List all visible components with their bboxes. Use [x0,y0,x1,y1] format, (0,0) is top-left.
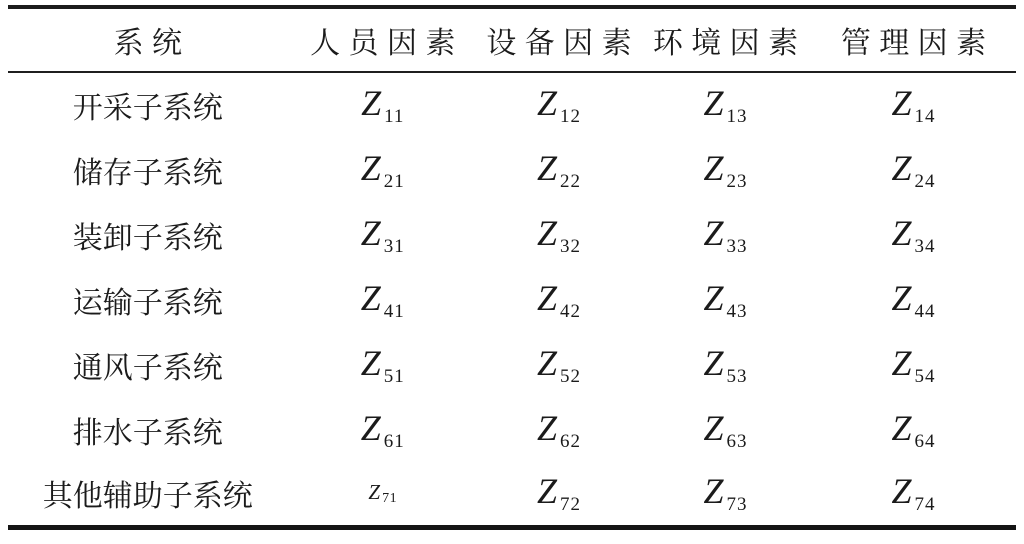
z-variable: Z [703,277,724,318]
matrix-cell [811,397,1016,462]
z-variable: Z [360,277,381,318]
z-subscript: 44 [914,300,936,322]
matrix-cell [811,137,1016,202]
column-header-environment-factor: 环境因素 [640,7,811,72]
z-subscript: 52 [560,365,581,387]
document-page [8,5,1016,530]
table-row-other-auxiliary [8,462,1016,527]
z-subscript: 31 [383,235,405,257]
z-subscript: 53 [726,365,748,387]
z-variable: Z [360,147,381,188]
z-subscript: 61 [383,430,405,452]
z-subscript: 64 [914,430,936,452]
matrix-cell [811,332,1016,397]
column-header-personnel-factor: 人员因素 [288,7,478,72]
z-variable: Z [360,407,381,448]
matrix-cell [478,462,640,527]
matrix-cell [288,397,478,462]
z-subscript: 72 [560,494,581,516]
z-variable: Z [703,212,724,253]
matrix-cell [640,137,811,202]
z-variable: Z [703,471,724,512]
z-subscript: 54 [914,365,936,387]
z-variable: Z [368,479,381,504]
z-subscript: 41 [383,300,405,322]
z-subscript: 22 [560,170,581,192]
matrix-cell [640,72,811,137]
table-row-ventilation [8,332,1016,397]
row-label: 通风子系统 [72,351,223,385]
matrix-cell [640,267,811,332]
matrix-cell [288,332,478,397]
table-row-storage [8,137,1016,202]
z-subscript: 12 [560,106,581,127]
z-variable: Z [361,83,382,123]
table-row-mining [8,72,1016,137]
matrix-cell [811,267,1016,332]
z-subscript: 33 [726,235,748,257]
z-subscript: 21 [383,170,405,192]
z-subscript: 34 [914,235,936,257]
z-subscript: 73 [726,494,748,516]
table-row-transport [8,267,1016,332]
matrix-cell [811,72,1016,137]
z-variable: Z [536,471,557,512]
z-variable: Z [703,147,724,188]
matrix-cell [640,332,811,397]
z-variable: Z [891,471,912,512]
row-label: 其他辅助子系统 [42,480,253,514]
matrix-cell [478,137,640,202]
z-variable: Z [360,342,381,383]
z-variable: Z [703,407,724,448]
table-row-drainage [8,397,1016,462]
z-subscript: 14 [914,106,936,127]
row-label: 储存子系统 [72,156,223,190]
z-variable: Z [891,212,912,253]
z-subscript: 43 [726,300,748,322]
table-header-row [8,7,1016,72]
matrix-cell [288,267,478,332]
matrix-cell [478,202,640,267]
row-label: 运输子系统 [72,286,223,320]
matrix-cell [288,72,478,137]
column-header-system: 系统 [8,7,288,72]
column-header-management-factor: 管理因素 [811,7,1016,72]
row-label: 开采子系统 [72,92,223,125]
z-variable: Z [536,277,557,318]
z-subscript: 51 [383,365,405,387]
matrix-cell [478,397,640,462]
z-variable: Z [536,212,557,253]
z-variable: Z [891,147,912,188]
matrix-cell [640,202,811,267]
z-variable: Z [703,342,724,383]
matrix-cell [640,462,811,527]
matrix-cell [478,332,640,397]
matrix-cell [288,462,478,527]
z-subscript: 32 [560,235,581,257]
z-subscript: 13 [726,106,748,127]
z-variable: Z [891,277,912,318]
z-subscript: 23 [726,170,748,192]
z-subscript: 42 [560,300,581,322]
z-subscript: 74 [914,494,936,516]
z-variable: Z [703,83,724,123]
z-subscript: 71 [382,490,398,506]
z-variable: Z [536,407,557,448]
matrix-cell [478,267,640,332]
row-label: 装卸子系统 [72,221,223,255]
z-variable: Z [360,212,381,253]
z-variable: Z [891,83,912,123]
matrix-cell [811,462,1016,527]
row-label: 排水子系统 [72,416,223,450]
system-factors-table [8,5,1016,530]
z-subscript: 63 [726,430,748,452]
table-row-loading [8,202,1016,267]
z-variable: Z [891,407,912,448]
matrix-cell [640,397,811,462]
z-subscript: 11 [384,106,405,127]
z-variable: Z [536,342,557,383]
matrix-cell [478,72,640,137]
matrix-cell [288,137,478,202]
z-subscript: 24 [914,170,936,192]
z-variable: Z [536,83,557,123]
column-header-equipment-factor: 设备因素 [478,7,640,72]
matrix-cell [288,202,478,267]
z-variable: Z [891,342,912,383]
matrix-cell [811,202,1016,267]
z-variable: Z [536,147,557,188]
z-subscript: 62 [560,430,581,452]
